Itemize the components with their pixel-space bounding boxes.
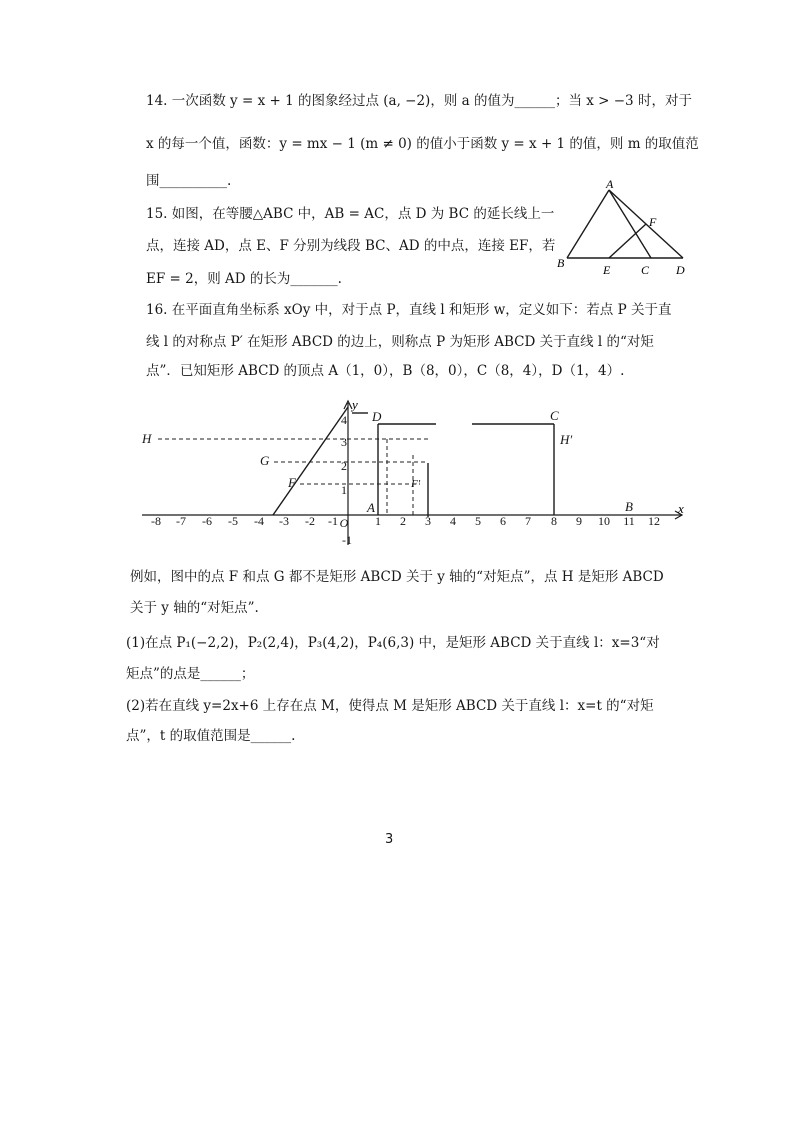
x-tick-label: -7: [176, 514, 186, 528]
x-tick-label: 7: [525, 514, 531, 528]
page-number: 3: [385, 832, 394, 847]
label-a: A: [606, 178, 614, 191]
x-tick-label: -6: [202, 514, 212, 528]
origin-label: O: [339, 516, 349, 530]
y-axis-label: y: [352, 397, 358, 412]
label-e: E: [603, 263, 611, 277]
y-tick-label: 3: [341, 435, 347, 449]
x-tick-label: 4: [450, 514, 456, 528]
x-tick-label: -2: [305, 514, 315, 528]
q15-line-3: EF = 2，则 AD 的长为_______.: [146, 271, 342, 287]
label-d: D: [676, 263, 685, 277]
q16-example-line-1: 例如，图中的点 F 和点 G 都不是矩形 ABCD 关于 y 轴的“对矩点”，点 H 是矩形 ABCD: [130, 569, 664, 585]
x-axis-label: x: [678, 501, 684, 516]
x-tick-label: 9: [576, 514, 582, 528]
q16-part2-line-2: 点”，t 的取值范围是______.: [126, 728, 296, 744]
q16-example-line-2: 关于 y 轴的“对矩点”.: [130, 600, 259, 616]
label-c: C: [550, 408, 559, 423]
y-tick-label: 1: [341, 483, 347, 497]
x-tick-label: 6: [500, 514, 506, 528]
q14-line-3: 围__________.: [146, 173, 232, 189]
x-tick-label: 5: [475, 514, 481, 528]
slanted-line: [273, 407, 348, 515]
x-tick-label: 1: [375, 514, 381, 528]
x-tick-label: 3: [425, 514, 431, 528]
x-tick-label: -1: [328, 514, 338, 528]
x-tick-label: -8: [151, 514, 161, 528]
coordinate-figure: [130, 395, 690, 555]
q16-part1-line-2: 矩点”的点是______；: [126, 666, 255, 682]
x-tick-label: 8: [551, 514, 557, 528]
x-tick-label: 10: [598, 514, 610, 528]
q16-line-3: 点”．已知矩形 ABCD 的顶点 A（1，0），B（8，0），C（8，4），D（1，4）.: [146, 363, 625, 379]
q14-line-1: 14. 一次函数 y = x + 1 的图象经过点 (a, −2)，则 a 的值为______；当 x > −3 时，对于: [146, 93, 692, 109]
q16-line-1: 16. 在平面直角坐标系 xOy 中，对于点 P，直线 l 和矩形 w，定义如下：若点 P 关于直: [146, 302, 672, 318]
label-d: D: [372, 409, 382, 424]
x-tick-label: 11: [623, 514, 635, 528]
label-b: B: [625, 499, 633, 514]
x-tick-label: -4: [254, 514, 264, 528]
y-tick-label: 4: [341, 413, 347, 427]
q16-line-2: 线 l 的对称点 P′ 在矩形 ABCD 的边上，则称点 P 为矩形 ABCD 关于直线 l 的“对矩: [146, 334, 654, 350]
label-g: G: [260, 453, 270, 468]
label-f: F: [649, 215, 657, 229]
segment-ac: [609, 190, 651, 258]
label-f-prime: F′: [411, 478, 421, 490]
y-tick-label: -1: [342, 533, 352, 547]
label-f: F: [288, 475, 296, 490]
x-tick-label: 12: [648, 514, 660, 528]
q15-line-2: 点，连接 AD，点 E、F 分别为线段 BC、AD 的中点，连接 EF，若: [146, 238, 556, 254]
label-h: H: [142, 431, 152, 446]
q16-part2-line-1: (2)若在直线 y=2x+6 上存在点 M，使得点 M 是矩形 ABCD 关于直线 l：x=t 的“对矩: [126, 698, 654, 714]
label-c: C: [641, 263, 650, 277]
segment-ab: [567, 190, 609, 258]
q14-line-2: x 的每一个值，函数：y = mx − 1 (m ≠ 0) 的值小于函数 y = x + 1 的值，则 m 的取值范: [146, 136, 699, 152]
q15-line-1: 15. 如图，在等腰△ABC 中，AB = AC，点 D 为 BC 的延长线上一: [146, 206, 555, 222]
x-tick-label: 2: [400, 514, 406, 528]
x-tick-label: -5: [228, 514, 238, 528]
label-h-prime: H′: [560, 432, 573, 447]
label-a: A: [367, 500, 375, 515]
y-tick-label: 2: [341, 459, 347, 473]
triangle-figure: [555, 178, 695, 278]
label-b: B: [557, 256, 565, 270]
x-tick-label: -3: [279, 514, 289, 528]
q16-part1-line-1: (1)在点 P₁(−2,2)，P₂(2,4)，P₃(4,2)，P₄(6,3) 中，是矩形 ABCD 关于直线 l：x=3“对: [126, 635, 660, 651]
